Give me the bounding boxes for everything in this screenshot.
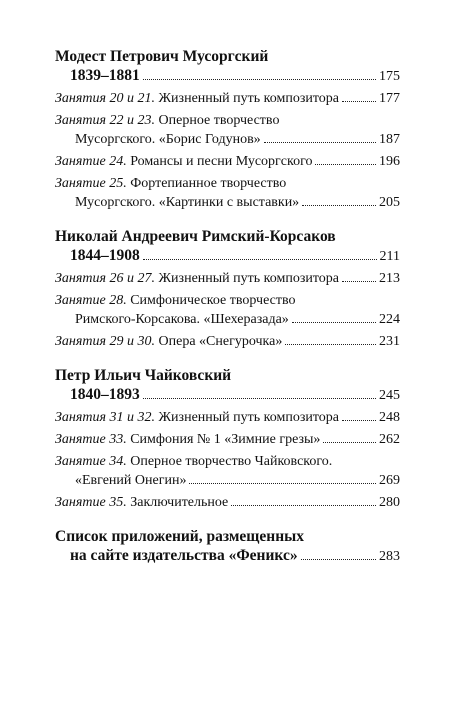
entry-text: Фортепианное творчество — [130, 176, 287, 191]
composer-name: Модест Петрович Мусоргский — [55, 48, 269, 65]
page-number: 175 — [379, 69, 400, 84]
toc-entry — [55, 332, 400, 351]
toc-entry — [55, 408, 400, 427]
lesson-label: Занятие 25. — [55, 176, 127, 191]
dot-leader — [315, 164, 376, 165]
dot-leader — [342, 420, 376, 421]
dot-leader — [143, 79, 376, 80]
section-heading — [55, 366, 400, 405]
lesson-label: Занятие 33. — [55, 432, 127, 447]
toc-entry — [55, 89, 400, 108]
lesson-label: Занятия 22 и 23. — [55, 113, 156, 128]
dot-leader — [189, 483, 376, 484]
lesson-label: Занятия 20 и 21. — [55, 91, 156, 106]
toc-section-tchaikovsky — [55, 366, 400, 512]
entry-text: Оперное творчество Чайковского. — [130, 454, 333, 469]
dot-leader — [342, 101, 376, 102]
toc-entry — [55, 269, 400, 288]
page-number: 262 — [379, 432, 400, 447]
appendix-title-continued: на сайте издательства «Феникс» — [70, 547, 298, 564]
lesson-label: Занятие 28. — [55, 293, 127, 308]
dot-leader — [301, 559, 376, 560]
lesson-label: Занятия 26 и 27. — [55, 271, 156, 286]
composer-name: Петр Ильич Чайковский — [55, 367, 232, 384]
page-number: 224 — [379, 312, 400, 327]
entry-text: Жизненный путь композитора — [158, 91, 340, 106]
dot-leader — [292, 322, 376, 323]
dot-leader — [342, 281, 376, 282]
page-number: 245 — [379, 388, 400, 403]
composer-years-line — [55, 66, 400, 86]
page-number: 196 — [379, 154, 400, 169]
composer-years-line — [55, 385, 400, 405]
composer-years: 1840–1893 — [70, 386, 140, 403]
toc-entry — [55, 152, 400, 171]
toc-entry — [55, 452, 400, 490]
lesson-label: Занятие 24. — [55, 154, 127, 169]
page-number: 211 — [379, 249, 400, 264]
composer-name: Николай Андреевич Римский-Корсаков — [55, 228, 336, 245]
appendix-title: Список приложений, размещенных — [55, 528, 304, 545]
entry-text: Оперное творчество — [158, 113, 280, 128]
dot-leader — [143, 259, 377, 260]
page-number: 231 — [379, 334, 400, 349]
page-number: 213 — [379, 271, 400, 286]
toc-section-mussorgsky — [55, 47, 400, 212]
dot-leader — [143, 398, 376, 399]
entry-text-continued: «Евгений Онегин» — [75, 473, 187, 488]
lesson-label: Занятие 34. — [55, 454, 127, 469]
entry-text-continued: Мусоргского. «Борис Годунов» — [75, 132, 261, 147]
entry-text: Жизненный путь композитора — [158, 410, 340, 425]
section-heading — [55, 227, 400, 266]
section-heading — [55, 47, 400, 86]
entry-text: Романсы и песни Мусоргского — [130, 154, 313, 169]
entry-text: Заключительное — [130, 495, 229, 510]
dot-leader — [323, 442, 376, 443]
lesson-label: Занятия 31 и 32. — [55, 410, 156, 425]
page-number: 280 — [379, 495, 400, 510]
toc-entry — [55, 493, 400, 512]
page-number: 177 — [379, 91, 400, 106]
page-number: 283 — [379, 549, 400, 564]
lesson-label: Занятие 35. — [55, 495, 127, 510]
entry-text: Жизненный путь композитора — [158, 271, 340, 286]
toc-entry — [55, 291, 400, 329]
entry-text: Опера «Снегурочка» — [158, 334, 283, 349]
toc-entry — [55, 111, 400, 149]
page-number: 248 — [379, 410, 400, 425]
appendix-line — [55, 546, 400, 566]
dot-leader — [302, 205, 376, 206]
dot-leader — [264, 142, 376, 143]
dot-leader — [285, 344, 376, 345]
composer-years-line — [55, 246, 400, 266]
lesson-label: Занятия 29 и 30. — [55, 334, 156, 349]
entry-text-continued: Мусоргского. «Картинки с выставки» — [75, 195, 300, 210]
page-number: 187 — [379, 132, 400, 147]
table-of-contents — [55, 47, 400, 581]
page-number: 205 — [379, 195, 400, 210]
page-number: 269 — [379, 473, 400, 488]
composer-years: 1844–1908 — [70, 247, 140, 264]
toc-section-rimsky-korsakov — [55, 227, 400, 351]
entry-text-continued: Римского-Корсакова. «Шехеразада» — [75, 312, 289, 327]
entry-text: Симфоническое творчество — [130, 293, 296, 308]
toc-appendix — [55, 527, 400, 566]
toc-entry — [55, 430, 400, 449]
dot-leader — [231, 505, 376, 506]
entry-text: Симфония № 1 «Зимние грезы» — [130, 432, 321, 447]
toc-entry — [55, 174, 400, 212]
composer-years: 1839–1881 — [70, 67, 140, 84]
